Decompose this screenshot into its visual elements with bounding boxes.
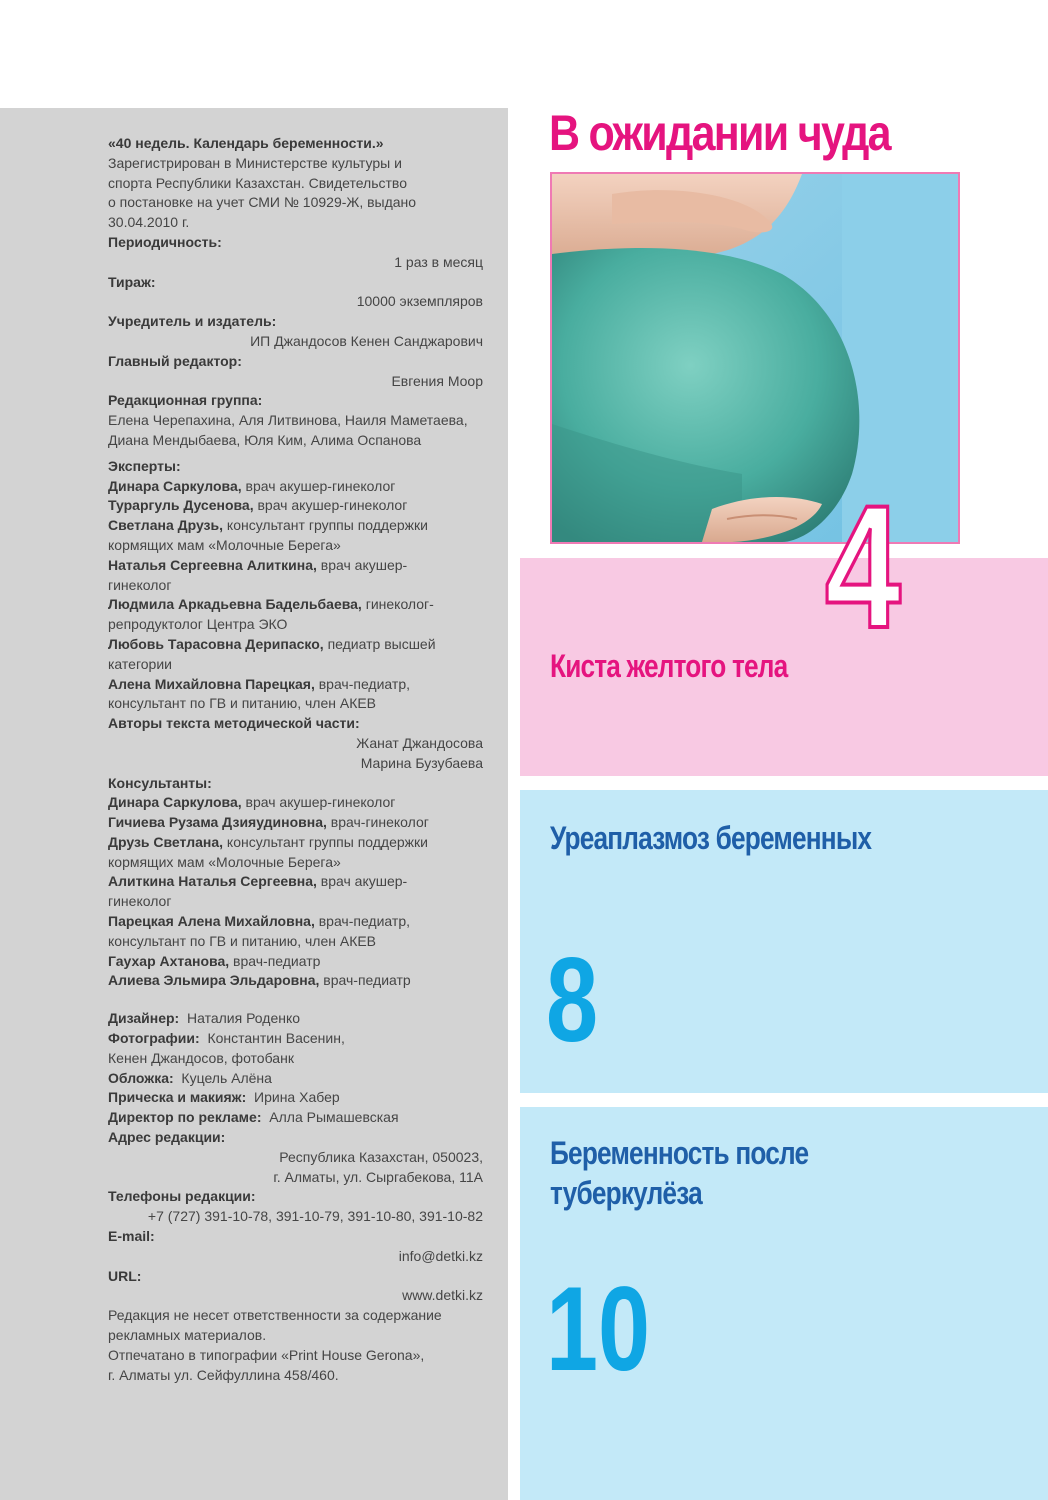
imprint-line: [108, 971, 483, 991]
imprint-text: [108, 134, 483, 1385]
imprint-line: [108, 1009, 483, 1029]
imprint-line: 10000 экземпляров: [356, 293, 483, 310]
imprint-line: [108, 134, 483, 154]
imprint-label: Алиева Эльмира Эльдаровна,: [108, 972, 320, 989]
imprint-label: Гичиева Рузама Дзияудиновна,: [108, 814, 327, 831]
imprint-line: [108, 952, 483, 972]
imprint-line: [108, 1326, 483, 1346]
imprint-value: Константин Васенин,: [199, 1030, 345, 1047]
imprint-value: репродуктолог Центра ЭКО: [108, 616, 288, 633]
imprint-value: 30.04.2010 г.: [108, 214, 190, 231]
imprint-line: [108, 411, 483, 431]
imprint-value: врач-гинеколог: [326, 814, 429, 831]
imprint-line: [108, 635, 483, 655]
imprint-line: [108, 615, 483, 635]
imprint-line: [108, 595, 483, 615]
imprint-value: рекламных материалов.: [108, 1327, 267, 1344]
imprint-label: Консультанты:: [108, 774, 212, 791]
contents-item-title: Киста желтого тела: [550, 648, 788, 684]
imprint-value: педиатр высшей: [323, 635, 436, 652]
imprint-label: Редакционная группа:: [108, 392, 263, 409]
imprint-value: врач акушер-гинеколог: [253, 497, 408, 514]
imprint-line: [108, 872, 483, 892]
contents-item-title: [550, 1133, 808, 1213]
imprint-label: Людмила Аркадьевна Бадельбаева,: [108, 596, 362, 613]
imprint-line: [108, 1128, 483, 1148]
imprint-label: Светлана Друзь,: [108, 517, 224, 534]
imprint-value: консультант по ГВ и питанию, член АКЕВ: [108, 932, 377, 949]
imprint-line: [108, 457, 483, 477]
imprint-label: Любовь Тарасовна Дерипаско,: [108, 635, 324, 652]
imprint-value: Редакция не несет ответственности за содержание: [108, 1307, 442, 1324]
imprint-line: [108, 1366, 483, 1386]
imprint-value: Елена Черепахина, Аля Литвинова, Наиля Маметаева,: [108, 412, 468, 429]
imprint-label: Главный редактор:: [108, 352, 242, 369]
imprint-line: [108, 932, 483, 952]
contents-page-number: 10: [546, 1262, 651, 1396]
contents-page-number: 4: [825, 470, 901, 665]
imprint-label: Директор по рекламе:: [108, 1109, 262, 1126]
imprint-value: гинеколог: [108, 576, 172, 593]
imprint-value: Куцель Алёна: [173, 1069, 272, 1086]
imprint-line: [108, 774, 483, 794]
imprint-value: врач-педиатр: [229, 952, 321, 969]
imprint-value: консультант группы поддержки: [223, 517, 428, 534]
imprint-line: [108, 213, 483, 233]
imprint-line: [108, 833, 483, 853]
imprint-label: Авторы текста методической части:: [108, 715, 360, 732]
imprint-line: ИП Джандосов Кенен Санджарович: [250, 332, 483, 349]
imprint-line: [108, 233, 483, 253]
imprint-line: [108, 556, 483, 576]
contents-page-number: 8: [546, 933, 599, 1067]
imprint-label: E-mail:: [108, 1228, 155, 1245]
imprint-value: гинеколог-: [361, 596, 434, 613]
imprint-line: [108, 1187, 483, 1207]
contents-item-ureaplasmosis[interactable]: [520, 790, 1048, 1093]
imprint-line: [108, 154, 483, 174]
imprint-label: Алена Михайловна Парецкая,: [108, 675, 315, 692]
imprint-value: Диана Мендыбаева, Юля Ким, Алима Оспанова: [108, 431, 422, 448]
imprint-line: [108, 1108, 483, 1128]
imprint-label: Дизайнер:: [108, 1010, 180, 1027]
imprint-value: консультант по ГВ и питанию, член АКЕВ: [108, 695, 377, 712]
imprint-value: Кенен Джандосов, фотобанк: [108, 1049, 294, 1066]
imprint-label: Телефоны редакции:: [108, 1188, 256, 1205]
imprint-value: Зарегистрирован в Министерстве культуры и: [108, 154, 402, 171]
imprint-line: [108, 273, 483, 293]
contents-item-title: Уреаплазмоз беременных: [550, 820, 872, 856]
imprint-label: Парецкая Алена Михайловна,: [108, 913, 315, 930]
imprint-value: врач-педиатр,: [314, 913, 410, 930]
imprint-value: спорта Республики Казахстан. Свидетельство: [108, 174, 407, 191]
imprint-line: [108, 1088, 483, 1108]
imprint-line: [108, 1069, 483, 1089]
imprint-value: врач акушер-: [316, 873, 408, 890]
imprint-label: Периодичность:: [108, 233, 222, 250]
imprint-value: Отпечатано в типографии «Print House Gerona»,: [108, 1346, 425, 1363]
imprint-line: [108, 813, 483, 833]
title-line: Беременность после: [550, 1135, 809, 1171]
imprint-line: [108, 1049, 483, 1069]
imprint-line: [108, 352, 483, 372]
imprint-spacer: [108, 991, 483, 1009]
imprint-label: Алиткина Наталья Сергеевна,: [108, 873, 317, 890]
imprint-line: [108, 1346, 483, 1366]
imprint-value: кормящих мам «Молочные Берега»: [108, 536, 341, 553]
imprint-label: Динара Саркулова,: [108, 477, 242, 494]
imprint-line: [108, 655, 483, 675]
imprint-line: Евгения Моор: [391, 372, 483, 389]
imprint-label: Динара Саркулова,: [108, 794, 242, 811]
imprint-line: г. Алматы, ул. Сыргабекова, 11А: [273, 1168, 483, 1185]
imprint-value: категории: [108, 655, 172, 672]
imprint-label: Гаухар Ахтанова,: [108, 952, 230, 969]
imprint-label: Адрес редакции:: [108, 1129, 226, 1146]
imprint-line: [108, 714, 483, 734]
imprint-label: URL:: [108, 1267, 142, 1284]
imprint-label: Наталья Сергеевна Алиткина,: [108, 556, 317, 573]
imprint-value: врач акушер-гинеколог: [241, 794, 396, 811]
imprint-line: [108, 431, 483, 451]
imprint-value: врач-педиатр: [319, 972, 411, 989]
imprint-value: врач акушер-гинеколог: [241, 477, 396, 494]
imprint-line: info@detki.kz: [398, 1247, 483, 1264]
imprint-line: [108, 193, 483, 213]
imprint-line: 1 раз в месяц: [394, 253, 483, 270]
title-line: туберкулёза: [550, 1175, 702, 1211]
imprint-label: «40 недель. Календарь беременности.»: [108, 135, 384, 151]
imprint-line: www.detki.kz: [402, 1287, 483, 1304]
imprint-value: Ирина Хабер: [246, 1089, 340, 1106]
imprint-line: [108, 477, 483, 497]
imprint-line: [108, 694, 483, 714]
imprint-label: Учредитель и издатель:: [108, 313, 277, 330]
imprint-line: [108, 312, 483, 332]
imprint-line: Жанат Джандосова: [356, 734, 483, 751]
imprint-line: +7 (727) 391-10-78, 391-10-79, 391-10-80, 391-10-82: [147, 1208, 483, 1225]
imprint-line: [108, 1227, 483, 1247]
imprint-line: [108, 1267, 483, 1287]
imprint-value: кормящих мам «Молочные Берега»: [108, 853, 341, 870]
imprint-line: [108, 391, 483, 411]
imprint-value: Алла Рымашевская: [261, 1109, 399, 1126]
imprint-value: о постановке на учет СМИ № 10929-Ж, выдано: [108, 194, 417, 211]
contents-item-cyst[interactable]: [520, 558, 1048, 776]
imprint-line: [108, 496, 483, 516]
imprint-line: [108, 853, 483, 873]
imprint-label: Фотографии:: [108, 1030, 200, 1047]
imprint-label: Тураргуль Дусенова,: [108, 497, 254, 514]
imprint-value: консультант группы поддержки: [223, 833, 428, 850]
imprint-line: [108, 892, 483, 912]
imprint-line: [108, 675, 483, 695]
imprint-line: Марина Бузубаева: [360, 754, 483, 771]
contents-heading: В ожидании чуда: [549, 105, 890, 161]
imprint-label: Эксперты:: [108, 457, 181, 474]
imprint-line: [108, 536, 483, 556]
imprint-value: врач-педиатр,: [314, 675, 410, 692]
imprint-label: Тираж:: [108, 273, 156, 290]
imprint-value: г. Алматы ул. Сейфуллина 458/460.: [108, 1366, 339, 1383]
imprint-value: врач акушер-: [316, 556, 408, 573]
imprint-label: Прическа и макияж:: [108, 1089, 247, 1106]
imprint-label: Обложка:: [108, 1069, 174, 1086]
imprint-line: [108, 793, 483, 813]
imprint-line: [108, 576, 483, 596]
imprint-line: Республика Казахстан, 050023,: [279, 1148, 483, 1165]
contents-item-tuberculosis[interactable]: [520, 1107, 1048, 1500]
imprint-value: гинеколог: [108, 893, 172, 910]
imprint-value: Наталия Роденко: [179, 1010, 301, 1027]
imprint-line: [108, 1306, 483, 1326]
imprint-line: [108, 1029, 483, 1049]
imprint-line: [108, 516, 483, 536]
imprint-label: Друзь Светлана,: [108, 833, 224, 850]
imprint-line: [108, 912, 483, 932]
imprint-line: [108, 174, 483, 194]
